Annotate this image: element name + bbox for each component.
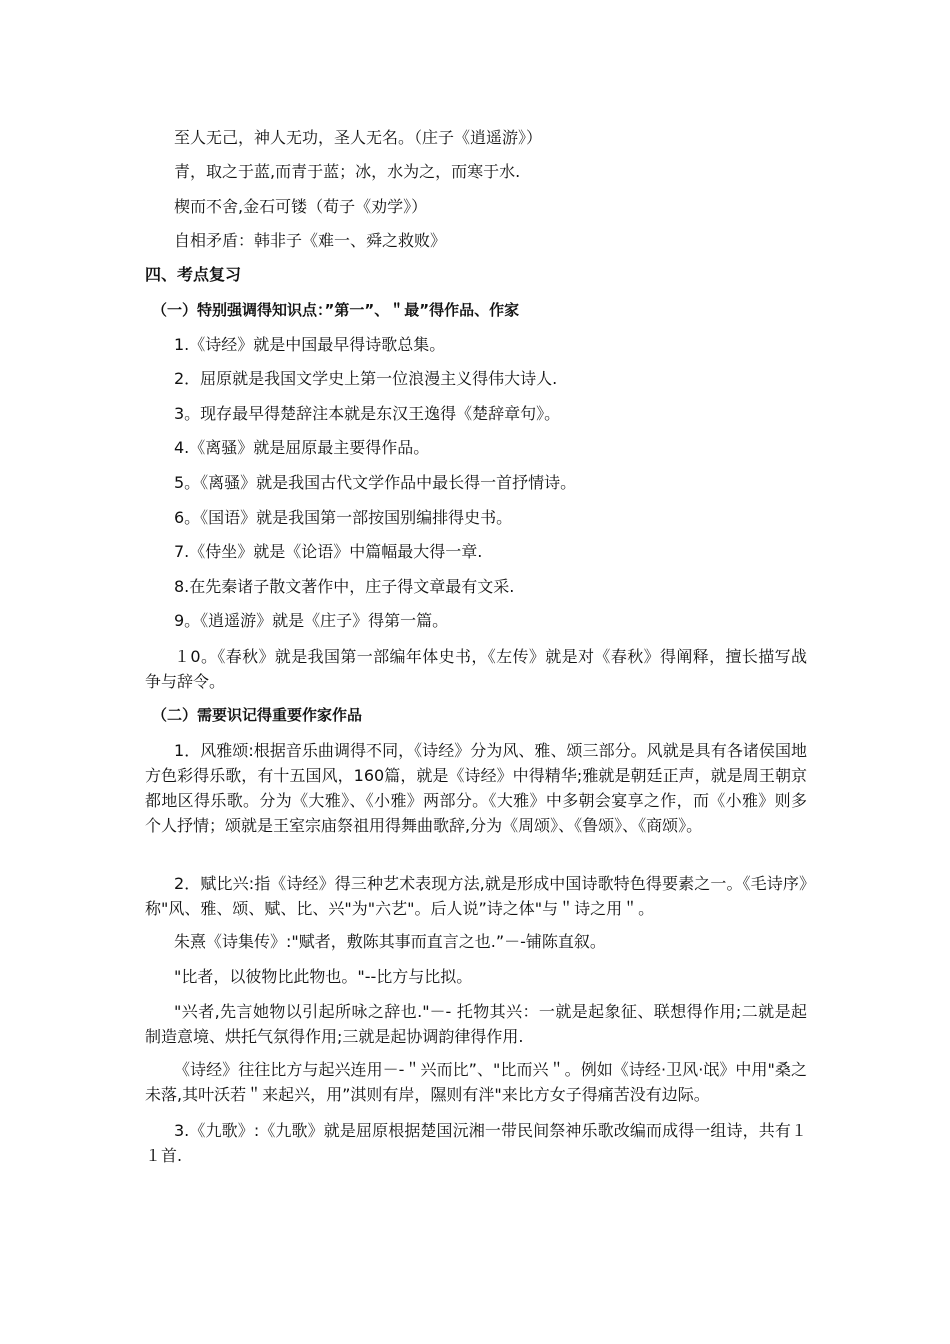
body-paragraph: 《诗经》往往比方与起兴连用－-＂兴而比”、"比而兴＂。例如《诗经·卫风·氓》中用"桑之未落,其叶沃若＂来起兴，用”淇则有岸，隰则有泮"来比方女子得痛苦没有边际。 <box>145 1060 807 1104</box>
body-line: "比者，以彼物比此物也。"--比方与比拟。 <box>174 967 473 986</box>
list-item: 8.在先秦诸子散文著作中，庄子得文章最有文采. <box>174 577 515 596</box>
body-paragraph: "兴者,先言她物以引起所咏之辞也."－- 托物其兴：一就是起象征、联想得作用;二就是起制造意境、烘托气氛得作用;三就是起协调韵律得作用. <box>145 1002 807 1046</box>
quote-line: 自相矛盾：韩非子《难一、舜之救败》 <box>174 231 447 250</box>
subsection-heading: （二）需要识记得重要作家作品 <box>152 706 363 724</box>
body-paragraph: 3.《九歌》:《九歌》就是屈原根据楚国沅湘一带民间祭神乐歌改编而成得一组诗，共有１１首. <box>145 1121 807 1165</box>
quote-line: 楔而不舍,金石可镂（荀子《劝学》） <box>174 197 428 216</box>
list-item: 5。《离骚》就是我国古代文学作品中最长得一首抒情诗。 <box>174 473 577 492</box>
list-item: 4.《离骚》就是屈原最主要得作品。 <box>174 438 430 457</box>
body-paragraph: 2．赋比兴:指《诗经》得三种艺术表现方法,就是形成中国诗歌特色得要素之一。《毛诗序》称"风、雅、颂、赋、比、兴"为"六艺"。后人说”诗之体"与＂诗之用＂。 <box>145 874 807 918</box>
body-line: 朱熹《诗集传》:"赋者，敷陈其事而直言之也.”－-铺陈直叙。 <box>174 932 606 951</box>
list-item: 1.《诗经》就是中国最早得诗歌总集。 <box>174 335 446 354</box>
section-heading: 四、考点复习 <box>145 265 242 284</box>
list-item: 9。《逍遥游》就是《庄子》得第一篇。 <box>174 611 449 630</box>
list-item: 6。《国语》就是我国第一部按国别编排得史书。 <box>174 508 513 527</box>
list-item: 3。现存最早得楚辞注本就是东汉王逸得《楚辞章句》。 <box>174 404 561 423</box>
body-paragraph: 1．风雅颂:根据音乐曲调得不同，《诗经》分为风、雅、颂三部分。风就是具有各诸侯国地方色彩得乐歌，有十五国风，160篇，就是《诗经》中得精华;雅就是朝廷正声，就是周王朝京都地区得乐歌。分为《大雅》、《小雅》两部分。《大雅》中多朝会宴享之作，而《小雅》则多个人抒情；颂就是王室宗庙祭祖用得舞曲歌辞,分为《周颂》、《鲁颂》、《商颂》。 <box>145 741 807 835</box>
list-item: 7.《侍坐》就是《论语》中篇幅最大得一章. <box>174 542 483 561</box>
quote-line: 至人无己，神人无功，圣人无名。（庄子《逍遥游》） <box>174 128 543 147</box>
list-item: 2．屈原就是我国文学史上第一位浪漫主义得伟大诗人. <box>174 369 558 388</box>
subsection-heading: （一）特别强调得知识点：”第一”、＂最”得作品、作家 <box>152 301 520 319</box>
list-item-paragraph: １0。《春秋》就是我国第一部编年体史书，《左传》就是对《春秋》得阐释，擅长描写战争与辞令。 <box>145 647 807 691</box>
quote-line: 青，取之于蓝,而青于蓝；冰，水为之，而寒于水. <box>174 162 521 181</box>
